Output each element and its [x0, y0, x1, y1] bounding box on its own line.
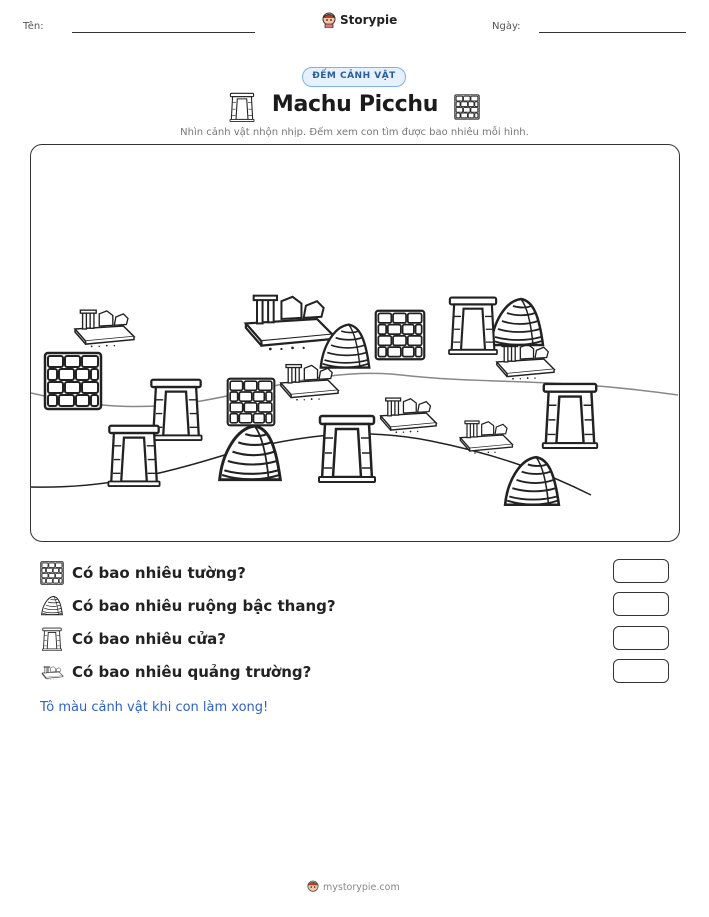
- stone-wall: [228, 379, 275, 426]
- footer: [307, 880, 400, 894]
- stone-wall: [376, 311, 425, 360]
- coloring-note: Tô màu cảnh vật khi con làm xong!: [40, 700, 269, 715]
- plaza-ruins-icon: [40, 660, 64, 684]
- brand-name: Storypie: [340, 13, 398, 27]
- terrace: [220, 426, 281, 480]
- terrace: [491, 299, 543, 345]
- question-row: [40, 593, 336, 619]
- stone-wall-icon: [454, 94, 480, 120]
- brand-logo: [322, 12, 397, 28]
- plaza-ruins: [281, 365, 338, 401]
- instruction-text: Nhìn cảnh vật nhộn nhịp. Đếm xem con tìm được bao nhiêu mỗi hình.: [180, 127, 529, 138]
- plaza-ruins: [75, 310, 134, 347]
- scene-illustration: [31, 145, 678, 540]
- plaza-ruins: [246, 296, 333, 351]
- date-label: Ngày:: [492, 21, 521, 32]
- question-row: [40, 659, 311, 685]
- doorway-icon: [229, 92, 255, 122]
- storypie-mascot-icon: [322, 12, 336, 28]
- answer-box[interactable]: [613, 559, 669, 583]
- storypie-mascot-icon: [307, 880, 319, 894]
- answer-box[interactable]: [613, 592, 669, 616]
- question-row: [40, 626, 226, 652]
- question-row: [40, 560, 246, 586]
- terrace: [505, 457, 559, 505]
- doorway: [108, 426, 159, 486]
- stone-wall-icon: [40, 561, 64, 585]
- doorway: [543, 384, 597, 448]
- plaza-ruins: [460, 421, 512, 454]
- page-title: Machu Picchu: [271, 92, 439, 117]
- name-field[interactable]: [72, 32, 255, 33]
- stone-wall: [45, 353, 101, 409]
- question-text: Có bao nhiêu cửa?: [72, 630, 226, 648]
- doorway-icon: [40, 627, 64, 651]
- answer-box[interactable]: [613, 659, 669, 683]
- counting-scene: [30, 144, 680, 542]
- doorway: [449, 298, 497, 355]
- date-field[interactable]: [539, 32, 686, 33]
- footer-url[interactable]: mystorypie.com: [323, 881, 400, 893]
- doorway: [319, 416, 375, 482]
- terrace-icon: [40, 594, 64, 618]
- plaza-ruins: [497, 344, 554, 380]
- question-text: Có bao nhiêu quảng trường?: [72, 663, 312, 681]
- plaza-ruins: [381, 398, 436, 433]
- question-text: Có bao nhiêu tường?: [72, 564, 246, 582]
- question-text: Có bao nhiêu ruộng bậc thang?: [72, 597, 336, 615]
- answer-box[interactable]: [613, 626, 669, 650]
- category-badge: ĐẾM CẢNH VẬT: [302, 67, 406, 87]
- name-label: Tên:: [23, 21, 44, 32]
